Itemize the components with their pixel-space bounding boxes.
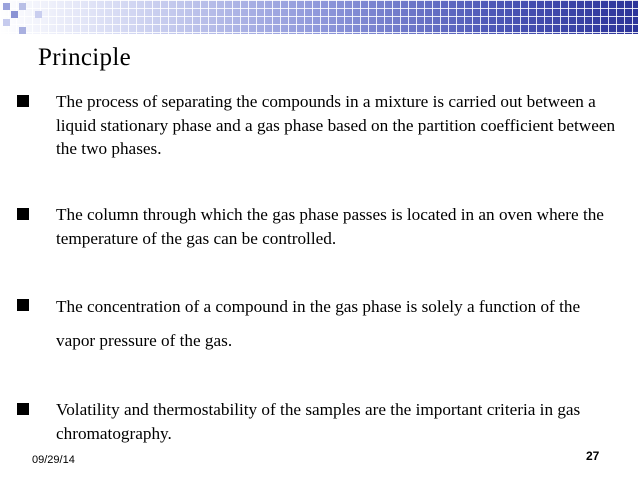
decor-square: [19, 3, 26, 10]
bullet-marker: [17, 95, 29, 107]
decor-square: [3, 19, 10, 26]
footer-date: 09/29/14: [32, 454, 75, 466]
bullet-text: Volatility and thermostability of the samples are the important criteria in gas chromatography.: [56, 400, 581, 443]
decor-square: [35, 11, 42, 18]
bullet-text: The concentration of a compound in the gas phase is solely a function of the vapor pressure of the gas.: [56, 297, 581, 350]
bullet-marker: [17, 208, 29, 220]
page-number: 27: [586, 449, 600, 463]
bullet-item: [17, 290, 617, 358]
bullet-item: [17, 90, 617, 161]
header-band-grid: [0, 0, 638, 34]
bullet-item: [17, 398, 617, 445]
bullet-marker: [17, 299, 29, 311]
decor-square: [19, 27, 26, 34]
decor-square: [11, 11, 18, 18]
bullet-text: The column through which the gas phase passes is located in an oven where the temperature of the gas can be controlled.: [56, 205, 604, 248]
bullet-item: [17, 203, 617, 250]
slide-title: Principle: [38, 44, 131, 71]
decor-square: [3, 3, 10, 10]
bullet-text: The process of separating the compounds in a mixture is carried out between a liquid stationary phase and a gas phase based on the partition coefficient between the two phases.: [56, 92, 616, 158]
bullet-marker: [17, 403, 29, 415]
